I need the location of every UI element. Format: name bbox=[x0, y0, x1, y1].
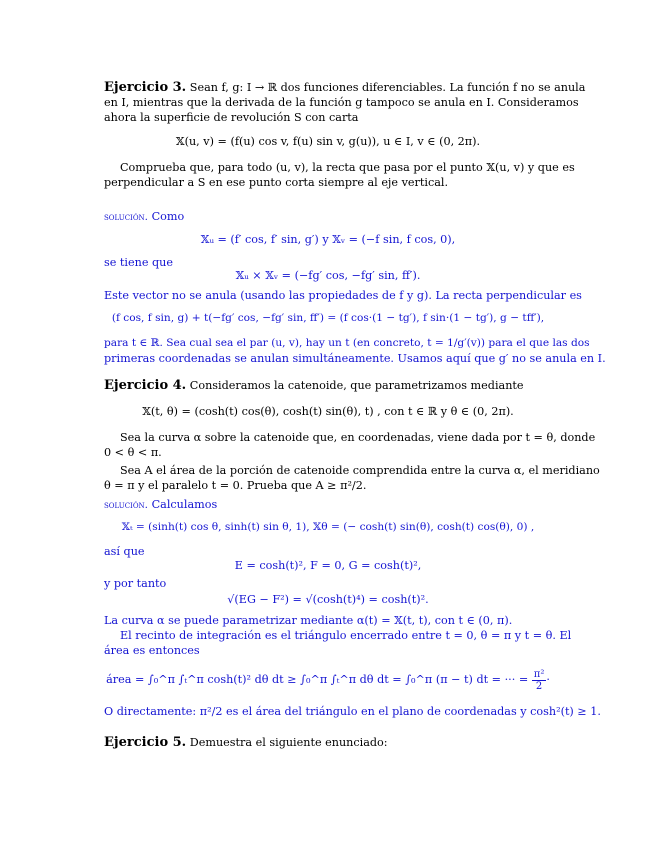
ex3-question-2: perpendicular a S en ese punto corta siempre al eje vertical. bbox=[104, 176, 449, 189]
ex3-solution-text1: se tiene que bbox=[104, 256, 173, 269]
ex3-solution-text2: Este vector no se anula (usando las propiedades de f y g). La recta perpendicular es bbox=[104, 289, 582, 302]
ex3-solution-eq3: (f cos, f sin, g) + t(−fg′ cos, −fg′ sin, ff′) = (f cos·(1 − tg′), f sin·(1 − tg′), g − tff′), bbox=[111, 312, 545, 324]
ex4-solution-eq3: √(EG − F²) = √(cosh(t)⁴) = cosh(t)². bbox=[227, 593, 429, 606]
ex3-question-1: Comprueba que, para todo (u, v), la recta que pasa por el punto 𝕏(u, v) y que es bbox=[120, 161, 575, 174]
ex3-line-1 bbox=[104, 80, 585, 95]
ex3-statement-2: en I, mientras que la derivada de la función g tampoco se anula en I. Consideramos bbox=[104, 96, 579, 109]
ex4-solution-intro-text: Calculamos bbox=[151, 498, 218, 511]
ex4-solution-text2: y por tanto bbox=[104, 577, 167, 590]
ex3-solution-eq1: 𝕏ᵤ = (f′ cos, f′ sin, g′) y 𝕏ᵥ = (−f sin, f cos, 0), bbox=[200, 233, 456, 246]
ex4-solution-eq2: E = cosh(t)², F = 0, G = cosh(t)², bbox=[234, 559, 422, 572]
ex4-para1-2: 0 < θ < π. bbox=[104, 446, 162, 459]
ex4-para1-1: Sea la curva α sobre la catenoide que, en coordenadas, viene dada por t = θ, donde bbox=[120, 431, 596, 444]
ex5-line-1 bbox=[104, 735, 388, 750]
ex4-solution-eq4: área = ∫₀^π ∫ₜ^π cosh(t)² dθ dt ≥ ∫₀^π ∫ₜ^π dθ dt = ∫₀^π (π − t) dt = ··· = $\frac{\text{π²}}{2}$ · bbox=[106, 668, 550, 692]
ex4-statement: Consideramos la catenoide, que parametrizamos mediante bbox=[189, 379, 524, 392]
ex4-para2-2: θ = π y el paralelo t = 0. Prueba que A ≥ π²/2. bbox=[104, 479, 367, 492]
ex4-solution-intro bbox=[104, 497, 217, 513]
ex3-statement-3: ahora la superficie de revolución S con carta bbox=[104, 111, 359, 124]
ex3-heading: Ejercicio 3. bbox=[104, 80, 187, 95]
ex5-heading: Ejercicio 5. bbox=[104, 735, 187, 750]
ex3-solution-eq2: 𝕏ᵤ × 𝕏ᵥ = (−fg′ cos, −fg′ sin, ff′). bbox=[235, 269, 421, 282]
ex4-solution-eq1: 𝕏ₜ = (sinh(t) cos θ, sinh(t) sin θ, 1), 𝕏θ = (− cosh(t) sin(θ), cosh(t) cos(θ), 0) , bbox=[121, 521, 535, 533]
ex4-solution-text4-1: El recinto de integración es el triángulo encerrado entre t = 0, θ = π y t = θ. El bbox=[120, 629, 572, 642]
ex3-solution-text3-2: primeras coordenadas se anulan simultáneamente. Usamos aquí que g′ no se anula en I. bbox=[104, 352, 606, 365]
ex4-solution-text5: O directamente: π²/2 es el área del triángulo en el plano de coordenadas y cosh²(t) ≥ 1. bbox=[104, 705, 601, 718]
ex4-solution-text1: así que bbox=[104, 545, 145, 558]
ex4-fraction-denominator: 2 bbox=[535, 680, 543, 692]
ex4-area-result-fraction bbox=[532, 669, 547, 692]
ex3-solution-label: solución. bbox=[104, 211, 149, 223]
ex4-para2-1: Sea A el área de la porción de catenoide comprendida entre la curva α, el meridiano bbox=[120, 464, 600, 477]
ex4-line-1 bbox=[104, 378, 524, 393]
ex4-solution-text3: La curva α se puede parametrizar mediante α(t) = 𝕏(t, t), con t ∈ (0, π). bbox=[104, 614, 513, 627]
ex4-heading: Ejercicio 4. bbox=[104, 378, 187, 393]
ex3-equation: 𝕏(u, v) = (f(u) cos v, f(u) sin v, g(u)), u ∈ I, v ∈ (0, 2π). bbox=[175, 135, 481, 148]
ex3-solution-intro-text: Como bbox=[151, 210, 185, 223]
ex4-equation: 𝕏(t, θ) = (cosh(t) cos(θ), cosh(t) sin(θ), t) , con t ∈ ℝ y θ ∈ (0, 2π). bbox=[142, 405, 514, 418]
ex4-area-integral: área = ∫₀^π ∫ₜ^π cosh(t)² dθ dt ≥ ∫₀^π ∫ₜ^π dθ dt = ∫₀^π (π − t) dt = ··· = bbox=[106, 673, 529, 686]
ex3-solution-intro bbox=[104, 209, 184, 225]
ex4-solution-text4-2: área es entonces bbox=[104, 644, 200, 657]
ex4-solution-label: solución. bbox=[104, 499, 149, 511]
ex3-solution-text3-1: para t ∈ ℝ. Sea cual sea el par (u, v), hay un t (en concreto, t = 1/g′(v)) para el que las dos bbox=[104, 337, 590, 349]
ex3-statement-1: Sean f, g: I → ℝ dos funciones diferenciables. La función f no se anula bbox=[189, 81, 586, 94]
ex5-statement: Demuestra el siguiente enunciado: bbox=[189, 736, 388, 749]
ex4-fraction-numerator: π² bbox=[533, 668, 545, 680]
